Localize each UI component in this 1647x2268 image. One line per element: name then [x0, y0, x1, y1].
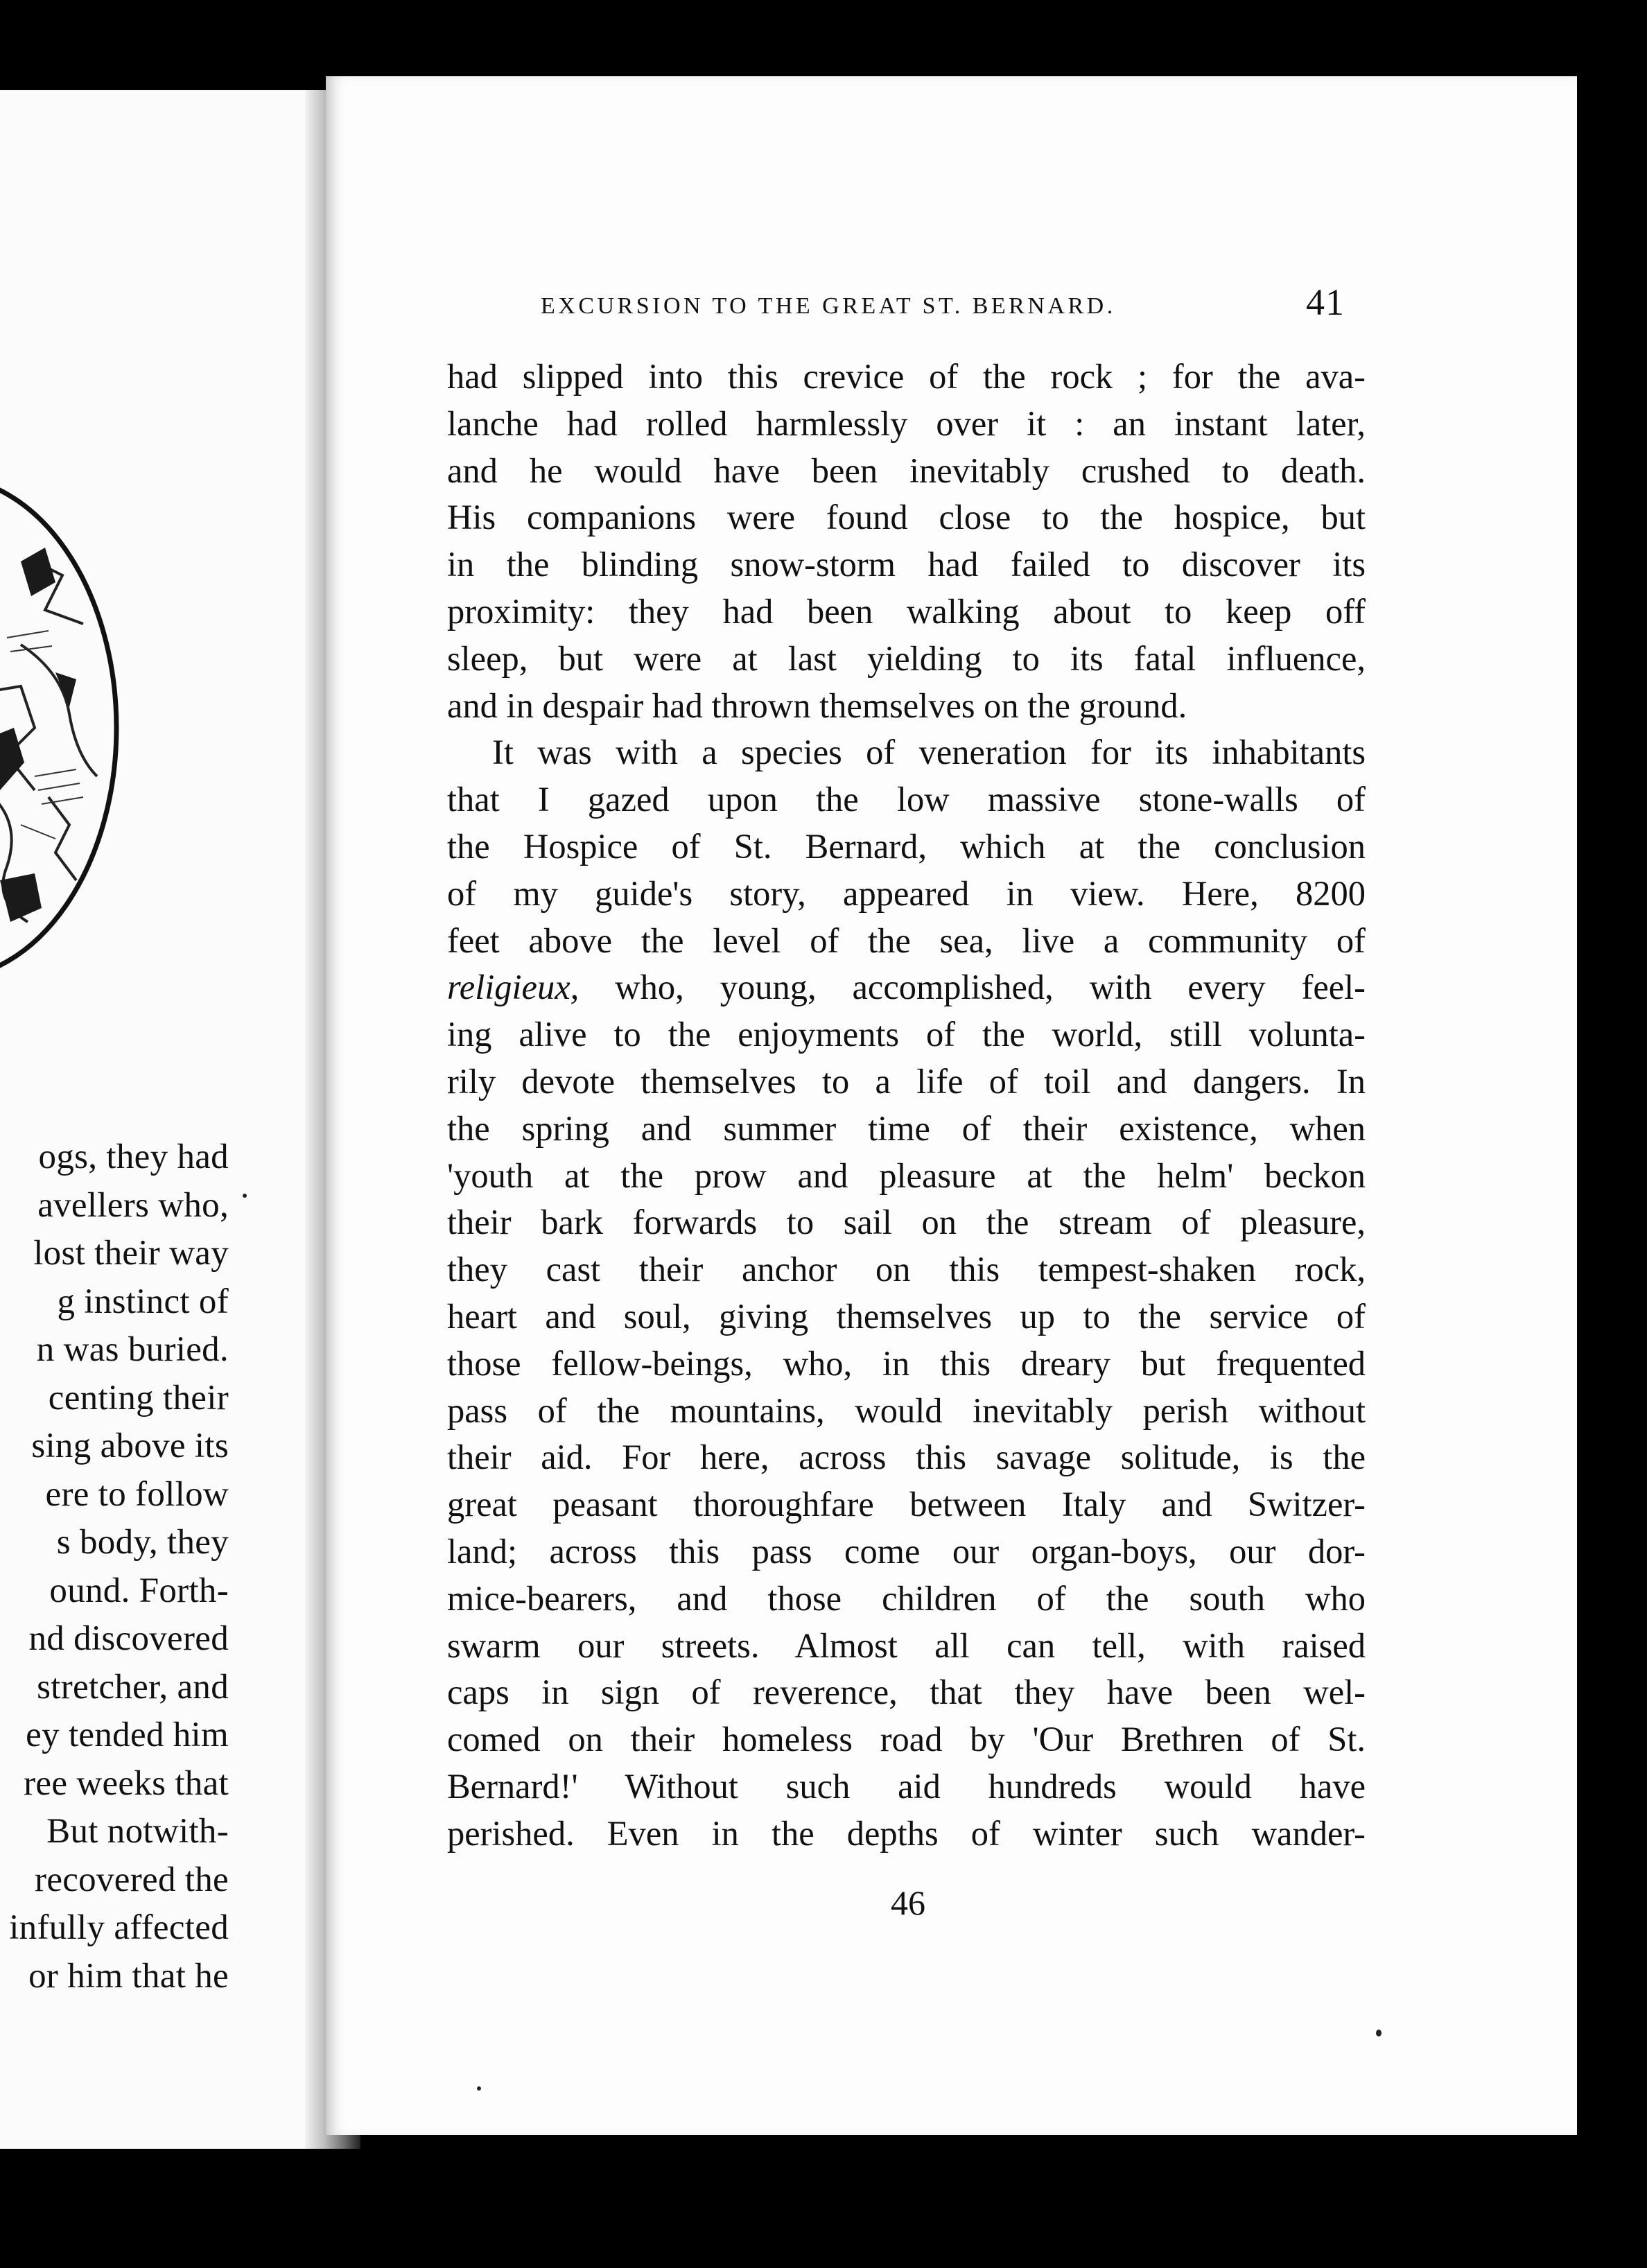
- text-line: the Hospice of St. Bernard, which at the conclusion: [447, 826, 1366, 866]
- left-page-line: n was buried.: [36, 1330, 229, 1369]
- text-line: rily devote themselves to a life of toil and dangers. In: [447, 1061, 1366, 1101]
- scan-speck: [1376, 2030, 1382, 2036]
- text-line: His companions were found close to the hospice, but: [447, 498, 1366, 537]
- text-line: their aid. For here, across this savage solitude, is the: [447, 1438, 1366, 1477]
- left-page-line: But notwith-: [46, 1812, 229, 1851]
- left-page-line: ere to follow: [45, 1474, 229, 1514]
- text-line: pass of the mountains, would inevitably perish without: [447, 1390, 1366, 1430]
- text-line: those fellow-beings, who, in this dreary but frequented: [447, 1343, 1366, 1383]
- left-page-line: ree weeks that: [24, 1763, 229, 1803]
- text-line: they cast their anchor on this tempest-shaken rock,: [447, 1250, 1366, 1289]
- text-line: and in despair had thrown themselves on the ground.: [447, 686, 1187, 725]
- running-head-title: EXCURSION TO THE GREAT ST. BERNARD.: [541, 293, 1116, 319]
- left-page-line: lost their way: [33, 1234, 229, 1273]
- text-line: 'youth at the prow and pleasure at the helm' beckon: [447, 1155, 1366, 1195]
- text-line: caps in sign of reverence, that they have been wel-: [447, 1673, 1366, 1712]
- text-line: Bernard!' Without such aid hundreds would have: [447, 1766, 1366, 1806]
- running-head-folio: 41: [1306, 281, 1345, 323]
- left-page-line: stretcher, and: [37, 1667, 229, 1707]
- body-text: [447, 354, 1366, 1858]
- text-line: heart and soul, giving themselves up to the service of: [447, 1296, 1366, 1336]
- left-page-line: avellers who,: [37, 1185, 229, 1225]
- text-line: It was with a species of veneration for its inhabitants: [492, 733, 1366, 772]
- text-line: proximity: they had been walking about to keep off: [447, 591, 1366, 631]
- text-line: of my guide's story, appeared in view. Here, 8200: [447, 873, 1366, 913]
- left-page-line: g instinct of: [57, 1282, 229, 1321]
- text-line: the spring and summer time of their existence, when: [447, 1108, 1366, 1148]
- italic-word: religieux,: [447, 968, 580, 1007]
- left-page: [0, 90, 312, 2149]
- left-page-line: sing above its: [31, 1427, 229, 1465]
- text-line: had slipped into this crevice of the rock ; for the ava-: [447, 357, 1366, 396]
- left-page-line: centing their: [48, 1378, 229, 1418]
- text-line: sleep, but were at last yielding to its fatal influence,: [447, 638, 1366, 678]
- text-line: that I gazed upon the low massive stone-walls of: [447, 780, 1366, 819]
- left-page-line: or him that he: [28, 1956, 229, 1996]
- text-line: and he would have been inevitably crushed to death.: [447, 451, 1366, 490]
- text-line: comed on their homeless road by 'Our Brethren of St.: [447, 1720, 1366, 1759]
- text-line: in the blinding snow-storm had failed to discover its: [447, 545, 1366, 584]
- text-line: perished. Even in the depths of winter such wander-: [447, 1813, 1366, 1853]
- text-line: their bark forwards to sail on the stream of pleasure,: [447, 1203, 1366, 1242]
- scan-speck: [243, 1194, 247, 1198]
- scan-speck: [477, 2086, 481, 2091]
- left-page-line: ogs, they had: [38, 1137, 229, 1176]
- left-page-line: nd discovered: [28, 1619, 229, 1658]
- text-line: lanche had rolled harmlessly over it : an instant later,: [447, 403, 1366, 443]
- left-page-line: ound. Forth-: [49, 1571, 229, 1610]
- left-page-line: ey tended him: [26, 1716, 229, 1754]
- circular-engraving-illustration: [0, 464, 132, 991]
- text-line: religieux, who, young, accomplished, with every feel-: [447, 968, 1366, 1007]
- text-line: great peasant thoroughfare between Italy and Switzer-: [447, 1485, 1366, 1524]
- text-line: land; across this pass come our organ-boys, our dor-: [447, 1531, 1366, 1571]
- left-page-line: infully affected: [9, 1908, 229, 1947]
- text-line: swarm our streets. Almost all can tell, with raised: [447, 1625, 1366, 1665]
- running-head: [541, 281, 1345, 329]
- text-line: feet above the level of the sea, live a community of: [447, 921, 1366, 960]
- left-page-text-column: [0, 1133, 229, 2000]
- text-line: ing alive to the enjoyments of the world, still volunta-: [447, 1015, 1366, 1054]
- page-number: 46: [891, 1883, 925, 1922]
- left-page-line: recovered the: [35, 1860, 229, 1899]
- left-page-line: s body, they: [56, 1523, 229, 1562]
- text-line: mice-bearers, and those children of the south who: [447, 1578, 1366, 1618]
